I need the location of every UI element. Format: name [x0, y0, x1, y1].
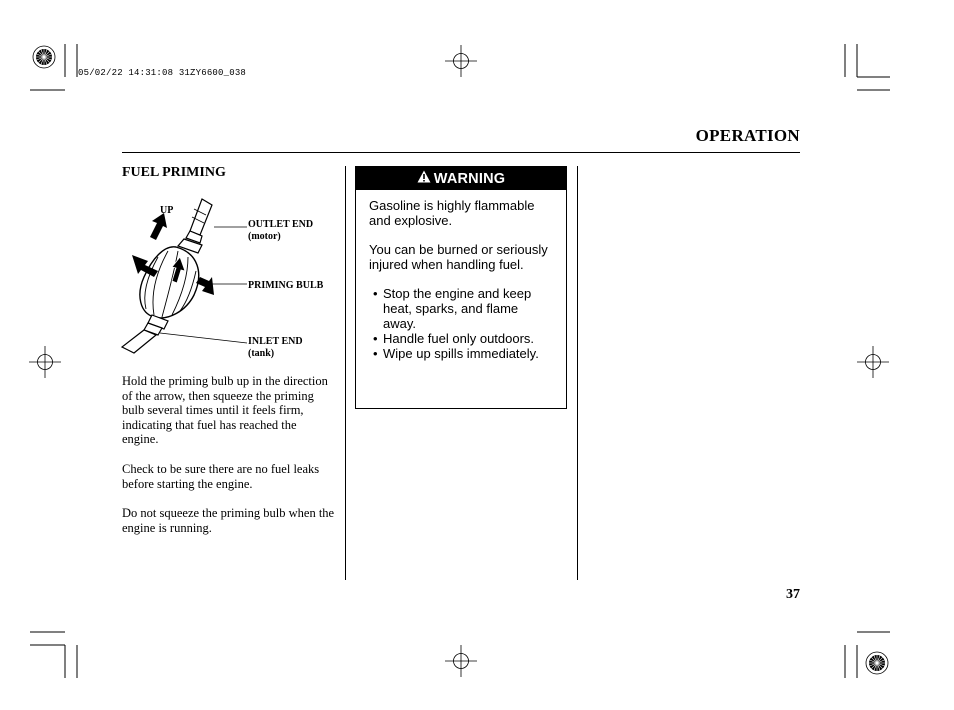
- bulb-body: [140, 247, 199, 318]
- up-arrow-icon: [150, 213, 167, 240]
- instruction-paragraph: Do not squeeze the priming bulb when the engine is running.: [122, 506, 335, 535]
- label-inlet-end: INLET END: [248, 336, 303, 347]
- column-divider-left: [345, 166, 346, 580]
- instruction-paragraph: Check to be sure there are no fuel leaks before starting the engine.: [122, 461, 320, 491]
- warning-title: WARNING: [433, 170, 506, 187]
- header-rule: [122, 152, 800, 153]
- warning-bullet: • Stop the engine and keep heat, sparks, and flame away.: [369, 286, 554, 331]
- instruction-paragraph: Hold the priming bulb up in the direction of the arrow, then squeeze the priming bulb several times until it feels firm, indicating that fuel has reached the engine.: [122, 374, 328, 447]
- warning-intro: Gasoline is highly flammable and explosive.: [369, 198, 535, 228]
- left-crosshair: [29, 346, 61, 378]
- column-divider-right: [577, 166, 578, 580]
- label-inlet-sub: (tank): [248, 348, 275, 359]
- priming-bulb-diagram: [118, 195, 248, 355]
- page-number: 37: [786, 587, 800, 602]
- warning-list: [369, 286, 554, 361]
- label-outlet-end: OUTLET END: [248, 219, 314, 230]
- top-center-crosshair: [445, 45, 477, 77]
- top-left-crop-mark: [30, 44, 77, 90]
- warning-bullet: • Handle fuel only outdoors.: [369, 331, 554, 346]
- warning-body: [356, 190, 566, 361]
- bottom-left-crop-mark: [30, 632, 77, 678]
- warning-box: [355, 166, 567, 409]
- warning-header: [356, 167, 566, 190]
- right-crosshair: [857, 346, 889, 378]
- inlet-hose: [122, 330, 156, 353]
- warning-triangle-icon: [417, 170, 431, 187]
- section-title: OPERATION: [695, 126, 800, 145]
- bottom-center-crosshair: [445, 645, 477, 677]
- squeeze-arrow-right-icon: [196, 277, 214, 295]
- label-up: UP: [160, 205, 174, 216]
- label-priming-bulb: PRIMING BULB: [248, 280, 324, 291]
- fuel-priming-instructions: [122, 374, 336, 550]
- warning-bullet: • Wipe up spills immediately.: [369, 346, 554, 361]
- warning-intro: You can be burned or seriously injured when handling fuel.: [369, 242, 548, 272]
- print-stamp: 05/02/22 14:31:08 31ZY6600_038: [78, 68, 247, 78]
- top-right-crop-mark: [845, 44, 890, 90]
- bottom-right-crop-mark: [845, 632, 890, 678]
- fuel-priming-heading: FUEL PRIMING: [122, 165, 226, 180]
- label-outlet-sub: (motor): [248, 231, 281, 242]
- outlet-hose: [190, 199, 212, 235]
